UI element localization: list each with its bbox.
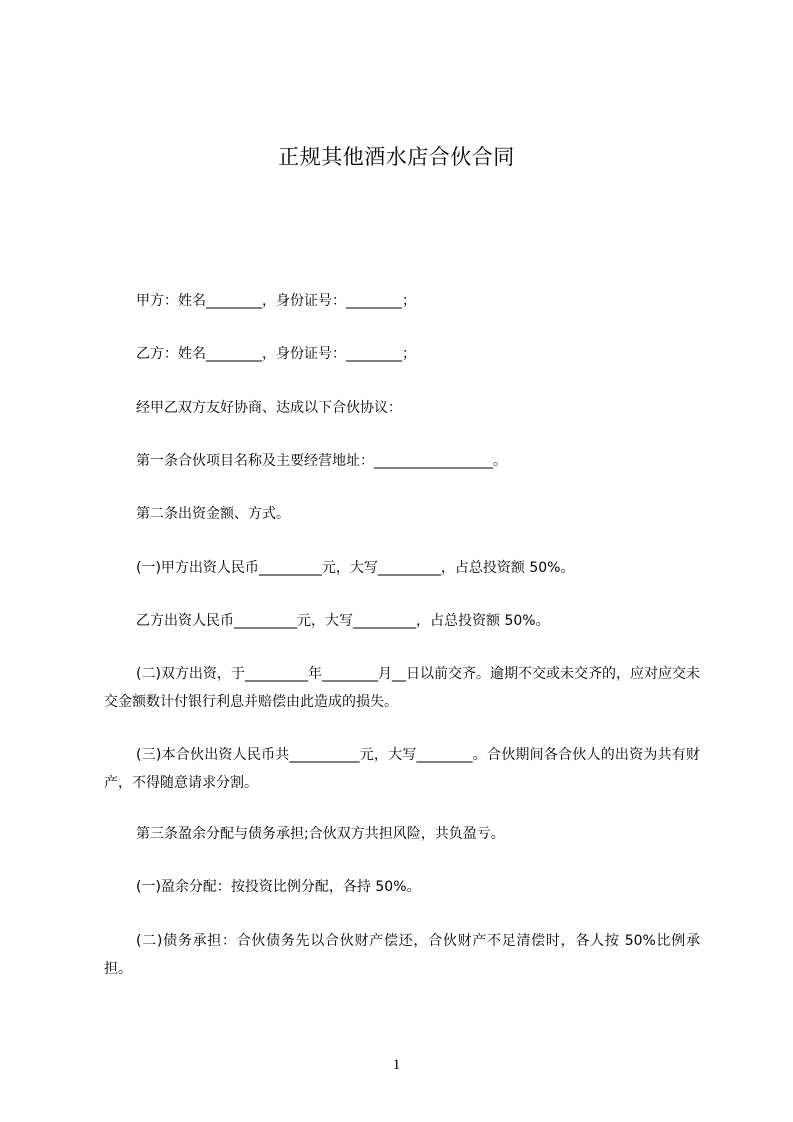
article-2-clause-1-party-b: 乙方出资人民币_________元，大写_________，占总投资额 50%。 xyxy=(136,613,550,629)
party-a-line: 甲方：姓名________，身份证号：________； xyxy=(136,293,416,309)
article-2-heading: 第二条出资金额、方式。 xyxy=(136,506,290,522)
agreement-intro: 经甲乙双方友好协商、达成以下合伙协议： xyxy=(136,400,402,416)
article-3-heading: 第三条盈余分配与债务承担;合伙双方共担风险，共负盈亏。 xyxy=(136,826,505,842)
article-2-clause-1: (一)甲方出资人民币_________元，大写_________，占总投资额 50%。 xyxy=(136,560,575,576)
article-2-clause-3: (三)本合伙出资人民币共__________元，大写________。合伙期间各合伙人的出资为共有财产，不得随意请求分割。 xyxy=(104,747,700,791)
page-number: 1 xyxy=(392,1057,401,1073)
article-3-clause-1: (一)盈余分配：按投资比例分配，各持 50%。 xyxy=(136,879,421,895)
party-b-line: 乙方：姓名________，身份证号：________； xyxy=(136,346,416,362)
article-3-clause-2: (二)债务承担：合伙债务先以合伙财产偿还，合伙财产不足清偿时，各人按 50%比例承担。 xyxy=(104,933,700,977)
document-title: 正规其他酒水店合伙合同 xyxy=(278,145,515,169)
article-1: 第一条合伙项目名称及主要经营地址：_________________。 xyxy=(136,453,507,469)
article-2-clause-2: (二)双方出资，于_________年________月__日以前交齐。逾期不交或未交齐的，应对应交未交金额数计付银行利息并赔偿由此造成的损失。 xyxy=(104,666,700,710)
